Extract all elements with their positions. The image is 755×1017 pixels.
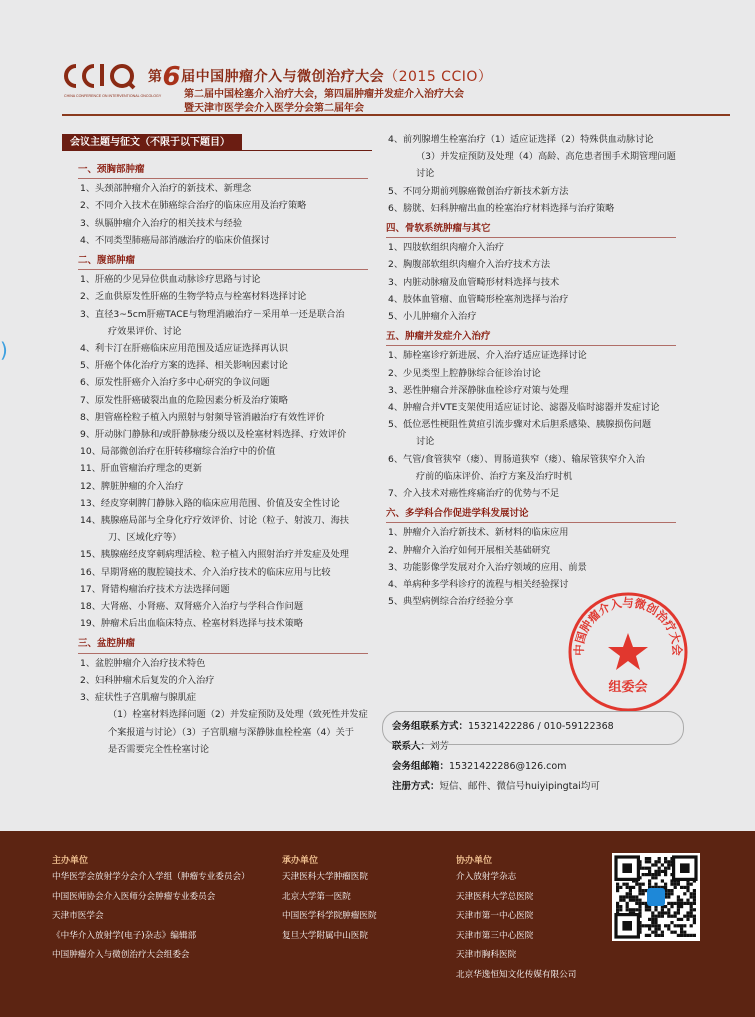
host-list (52, 868, 250, 966)
section-underline (386, 237, 676, 238)
topics-heading: 会议主题与征文（不限于以下题目） (62, 134, 242, 151)
topic-item: 个案报道与讨论）（3）子宫肌瘤与深静脉血栓栓塞（4）关于 (108, 726, 354, 738)
section-underline (78, 653, 368, 654)
topic-item: 4、肿瘤合并VTE支架使用适应证讨论、滤器及临时滤器并发症讨论 (388, 402, 660, 414)
footer-list-item: 《中华介入放射学(电子)杂志》编辑部 (52, 930, 197, 941)
co-organizer-heading: 协办单位 (456, 856, 493, 866)
email-label: 会务组邮箱： (392, 761, 450, 772)
topic-item: 5、肝癌个体化治疗方案的选择、相关影响因素讨论 (80, 360, 288, 372)
topic-item: 19、肿瘤术后出血临床特点、栓塞材料选择与技术策略 (80, 618, 304, 630)
topic-item: 12、脾脏肿瘤的介入治疗 (80, 480, 184, 492)
phone-value: 15321422286 / 010-59122368 (468, 721, 614, 732)
organizer-heading: 承办单位 (282, 856, 319, 866)
topic-item: 5、不同分期前列腺癌微创治疗新技术新方法 (388, 185, 569, 197)
person-label: 联系人： (392, 741, 431, 752)
section-heading: 二、腹部肿瘤 (78, 252, 380, 269)
contact-highlight-oval (382, 711, 684, 745)
ccio-logo (62, 60, 162, 100)
topic-item: 1、头颈部肿瘤介入治疗的新技术、新理念 (80, 183, 252, 195)
section-heading: 五、肿瘤并发症介入治疗 (386, 328, 698, 345)
topic-item: 16、早期肾癌的腹腔镜技术、介入治疗技术的临床应用与比较 (80, 566, 331, 578)
topic-item: 7、原发性肝癌破裂出血的危险因素分析及治疗策略 (80, 394, 288, 406)
email-value[interactable]: 15321422286@126.com (449, 761, 567, 772)
conference-subtitle-2: 暨天津市医学会介入医学分会第二届年会 (184, 103, 364, 114)
contact-info (392, 717, 614, 797)
topic-item: 1、盆腔肿瘤介入治疗技术特色 (80, 657, 206, 669)
conference-title: 第6届中国肿瘤介入与微创治疗大会（2015 CCIO） (148, 62, 493, 92)
footer-list-item: 介入放射学杂志 (456, 872, 517, 882)
topic-item: 2、肿瘤介入治疗如何开展相关基础研究 (388, 544, 551, 556)
topic-item: 讨论 (416, 436, 435, 448)
svg-text:CHINA CONFERENCE ON INTERVENTI: CHINA CONFERENCE ON INTERVENTIONAL ONCOLOGY (64, 94, 162, 98)
footer-list-item: 中华医学会放射学分会介入学组（肿瘤专业委员会） (52, 872, 250, 882)
topic-item: （1）栓塞材料选择问题（2）并发症预防及处理（致死性并发症 (108, 709, 368, 721)
topic-item: 15、胰腺癌经皮穿刺病理活检、粒子植入内照射治疗并发症及处理 (80, 549, 349, 561)
topic-item: 6、原发性肝癌介入治疗多中心研究的争议问题 (80, 377, 270, 389)
wechat-qr-code[interactable] (612, 853, 700, 941)
footer-list-item: 中国医师协会介入医师分会肿瘤专业委员会 (52, 891, 216, 902)
topic-item: 4、肢体血管瘤、血管畸形栓塞剂选择与治疗 (388, 293, 569, 305)
host-heading: 主办单位 (52, 856, 89, 866)
section-heading: 六、多学科合作促进学科发展讨论 (386, 505, 698, 522)
section-underline (386, 345, 676, 346)
topic-item: 3、症状性子宫肌瘤与腺肌症 (80, 692, 197, 704)
svg-text:中国肿瘤介入与微创治疗大会: 中国肿瘤介入与微创治疗大会 (571, 595, 685, 656)
topic-item: 11、肝血管瘤治疗理念的更新 (80, 463, 202, 475)
footer-list-item: 天津市第三中心医院 (456, 930, 534, 941)
left-topic-column (80, 158, 380, 758)
footer-list-item: 中国医学科学院肿瘤医院 (282, 911, 377, 921)
topic-item: 4、单病种多学科诊疗的流程与相关经验探讨 (388, 579, 569, 591)
co-organizer-list (456, 868, 576, 985)
registration-value: 短信、邮件、微信号huiyipingtai均可 (439, 781, 600, 792)
topic-item: 讨论 (416, 168, 435, 180)
topics-heading-rule (242, 150, 372, 151)
topic-item: 6、气管/食管狭窄（瘘）、胃肠道狭窄（瘘）、输尿管狭窄介入治 (388, 453, 645, 465)
footer-list-item: 天津市胸科医院 (456, 950, 517, 960)
footer-list-item: 天津市第一中心医院 (456, 911, 534, 921)
person-value: 刘芳 (430, 741, 450, 752)
topic-item: 3、恶性肿瘤合并深静脉血栓诊疗对策与处理 (388, 384, 569, 396)
topic-item: 5、小儿肿瘤介入治疗 (388, 311, 477, 323)
topic-item: 1、四肢软组织肉瘤介入治疗 (388, 242, 505, 254)
topic-item: 3、纵膈肿瘤介入治疗的相关技术与经验 (80, 217, 243, 229)
footer-list-item: 复旦大学附属中山医院 (282, 930, 368, 941)
topic-item: 3、功能影像学发展对介入治疗领域的应用、前景 (388, 561, 587, 573)
topic-item: 疗效果评价、讨论 (108, 325, 182, 337)
topic-item: 1、肺栓塞诊疗新进展、介入治疗适应证选择讨论 (388, 350, 587, 362)
registration-label: 注册方式： (392, 781, 440, 792)
footer-list-item: 天津医科大学肿瘤医院 (282, 872, 368, 882)
topic-item: 9、肝动脉门静脉和/或肝静脉瘘分级以及栓塞材料选择、疗效评价 (80, 429, 347, 441)
topic-item: 4、不同类型肺癌局部消融治疗的临床价值探讨 (80, 234, 270, 246)
topic-item: 4、利卡汀在肝癌临床应用范围及适应证选择再认识 (80, 343, 288, 355)
topic-item: 2、少见类型上腔静脉综合征诊治讨论 (388, 367, 541, 379)
footer-list-item: 北京华逸恒知文化传媒有限公司 (456, 969, 577, 980)
topic-item: 2、不同介入技术在肺癌综合治疗的临床应用及治疗策略 (80, 200, 307, 212)
topic-item: 3、直径3~5cm肝癌TACE与物理消融治疗－采用单一还是联合治 (80, 308, 345, 320)
topic-item: 3、内脏动脉瘤及血管畸形材料选择与技术 (388, 276, 560, 288)
side-fragment: ) (0, 338, 8, 362)
topic-item: 5、低位恶性梗阻性黄疸引流步骤对术后胆系感染、胰腺损伤问题 (388, 419, 652, 431)
organizer-list (282, 868, 377, 946)
topic-item: 刀、区域化疗等） (108, 532, 182, 544)
footer-list-item: 天津医科大学总医院 (456, 891, 534, 902)
topic-item: 8、胆管癌栓粒子植入内照射与射频导管消融治疗有效性评价 (80, 411, 325, 423)
topic-item: 13、经皮穿刺脾门静脉入路的临床应用范围、价值及安全性讨论 (80, 497, 340, 509)
section-underline (78, 178, 368, 179)
footer-list-item: 北京大学第一医院 (282, 891, 351, 902)
topic-item: 10、局部微创治疗在肝转移瘤综合治疗中的价值 (80, 446, 276, 458)
topic-item: 17、肾错构瘤治疗技术方法选择问题 (80, 583, 230, 595)
topic-item: 7、介入技术对癌性疼痛治疗的优势与不足 (388, 488, 560, 500)
topic-item: 18、大肾癌、小肾癌、双肾癌介入治疗与学科合作问题 (80, 601, 304, 613)
topic-item: 2、乏血供原发性肝癌的生物学特点与栓塞材料选择讨论 (80, 291, 307, 303)
topic-item: 2、妇科肿瘤术后复发的介入治疗 (80, 674, 215, 686)
section-heading: 一、颈胸部肿瘤 (78, 161, 380, 178)
topic-item: （3）并发症预防及处理（4）高龄、高危患者围手术期管理问题 (416, 151, 676, 163)
footer-list-item: 中国肿瘤介入与微创治疗大会组委会 (52, 950, 190, 960)
topic-item: 4、前列腺增生栓塞治疗（1）适应证选择（2）特殊供血动脉讨论 (388, 134, 654, 145)
topic-item: 5、典型病例综合治疗经验分享 (388, 596, 514, 608)
conference-subtitle-1: 第二届中国栓塞介入治疗大会，第四届肿瘤并发症介入治疗大会 (184, 89, 464, 100)
section-heading: 四、骨软系统肿瘤与其它 (386, 220, 698, 237)
organizing-committee-seal (567, 591, 689, 713)
section-underline (386, 522, 676, 523)
topic-item: 2、胸腹部软组织肉瘤介入治疗技术方法 (388, 259, 551, 271)
section-heading: 三、盆腔肿瘤 (78, 635, 380, 652)
topic-item: 6、膀胱、妇科肿瘤出血的栓塞治疗材料选择与治疗策略 (388, 202, 615, 214)
right-topic-column (388, 131, 698, 610)
topic-item: 疗前的临床评价、治疗方案及治疗时机 (416, 470, 573, 482)
svg-text:组委会: 组委会 (608, 680, 648, 695)
phone-label: 会务组联系方式： (392, 721, 469, 732)
topic-item: 14、胰腺癌局部与全身化疗疗效评价、讨论（粒子、射波刀、海扶 (80, 515, 349, 527)
topic-item: 是否需要完全性栓塞讨论 (108, 743, 210, 755)
topic-item: 1、肝癌的少见异位供血动脉诊疗思路与讨论 (80, 274, 261, 286)
header-divider (62, 114, 730, 116)
section-underline (78, 269, 368, 270)
topic-item: 1、肿瘤介入治疗新技术、新材料的临床应用 (388, 527, 569, 539)
footer-list-item: 天津市医学会 (52, 911, 104, 921)
